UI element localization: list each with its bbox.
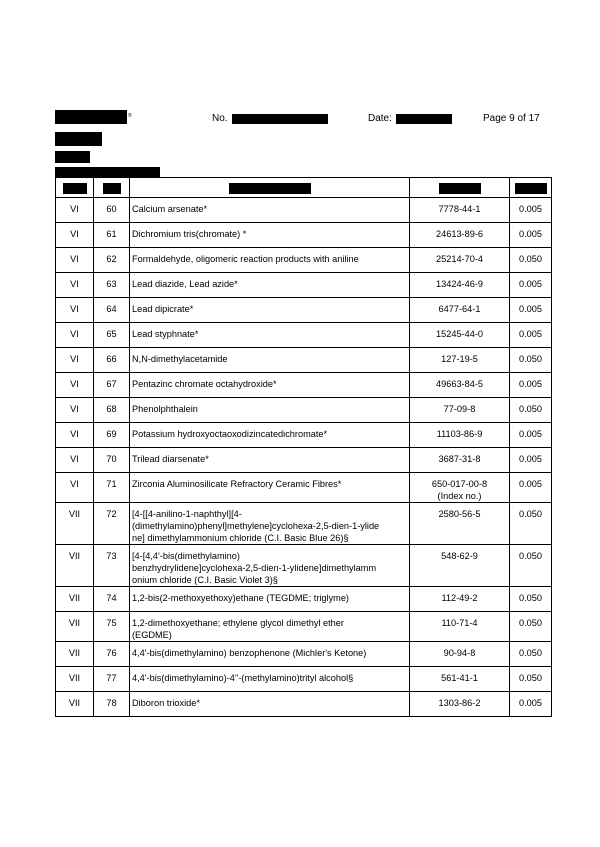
item-number-cell: 71: [94, 473, 130, 503]
item-number-cell: 63: [94, 273, 130, 298]
batch-cell: VII: [56, 612, 94, 642]
batch-cell: VI: [56, 448, 94, 473]
item-number-cell: 70: [94, 448, 130, 473]
table-row: [56, 692, 552, 717]
date-label: Date:: [368, 113, 392, 124]
cas-number-cell: 110-71-4: [410, 612, 510, 642]
cas-number-cell: 25214-70-4: [410, 248, 510, 273]
cas-number-cell: 127-19-5: [410, 348, 510, 373]
cas-number-cell: 112-49-2: [410, 587, 510, 612]
item-number-cell: 75: [94, 612, 130, 642]
limit-cell: 0.005: [510, 223, 552, 248]
batch-cell: VI: [56, 423, 94, 448]
item-number-cell: 69: [94, 423, 130, 448]
table-row: [56, 448, 552, 473]
cas-number-cell: 11103-86-9: [410, 423, 510, 448]
test-report-logo: ®: [55, 108, 133, 180]
substance-name-cell: 4,4'-bis(dimethylamino)-4''-(methylamino)trityl alcohol§: [130, 667, 410, 692]
batch-cell: VII: [56, 503, 94, 545]
limit-cell: 0.005: [510, 323, 552, 348]
table-row: [56, 612, 552, 642]
limit-cell: 0.050: [510, 587, 552, 612]
limit-cell: 0.050: [510, 642, 552, 667]
substance-name-cell: Lead dipicrate*: [130, 298, 410, 323]
cas-number-cell: 90-94-8: [410, 642, 510, 667]
report-header: [55, 105, 550, 180]
table-row: [56, 398, 552, 423]
item-number-cell: 73: [94, 545, 130, 587]
limit-cell: 0.005: [510, 423, 552, 448]
cas-number-cell: 7778-44-1: [410, 198, 510, 223]
table-row: [56, 298, 552, 323]
batch-cell: VI: [56, 323, 94, 348]
table-row: [56, 223, 552, 248]
item-number-cell: 60: [94, 198, 130, 223]
batch-cell: VII: [56, 667, 94, 692]
header-batch-redacted: [56, 178, 94, 198]
limit-cell: 0.050: [510, 545, 552, 587]
item-number-cell: 74: [94, 587, 130, 612]
substance-name-cell: 4,4'-bis(dimethylamino) benzophenone (Michler's Ketone): [130, 642, 410, 667]
limit-cell: 0.050: [510, 248, 552, 273]
date-redaction: [396, 114, 452, 124]
batch-cell: VI: [56, 273, 94, 298]
cas-number-cell: 3687-31-8: [410, 448, 510, 473]
header-cas-redacted: [410, 178, 510, 198]
table-row: [56, 473, 552, 503]
limit-cell: 0.050: [510, 503, 552, 545]
batch-cell: VI: [56, 248, 94, 273]
item-number-cell: 77: [94, 667, 130, 692]
limit-cell: 0.050: [510, 348, 552, 373]
report-number-redaction: [232, 114, 328, 124]
table-row: [56, 248, 552, 273]
header-limit-redacted: [510, 178, 552, 198]
page-indicator: Page 9 of 17: [483, 113, 540, 124]
substance-name-cell: Lead diazide, Lead azide*: [130, 273, 410, 298]
item-number-cell: 64: [94, 298, 130, 323]
batch-cell: VII: [56, 692, 94, 717]
table-row: [56, 587, 552, 612]
limit-cell: 0.050: [510, 612, 552, 642]
item-number-cell: 65: [94, 323, 130, 348]
substance-name-cell: Calcium arsenate*: [130, 198, 410, 223]
table-row: [56, 373, 552, 398]
cas-number-cell: 548-62-9: [410, 545, 510, 587]
table-row: [56, 642, 552, 667]
report-number-label: No.: [212, 113, 228, 124]
table-row: [56, 198, 552, 223]
batch-cell: VI: [56, 398, 94, 423]
table-row: [56, 423, 552, 448]
cas-number-cell: 650-017-00-8 (Index no.): [410, 473, 510, 503]
substance-name-cell: [4-[4,4'-bis(dimethylamino) benzhydrylidene]cyclohexa-2,5-dien-1-ylidene]dimethylamm onium chloride (C.I. Basic Violet 3)§: [130, 545, 410, 587]
substance-name-cell: Potassium hydroxyoctaoxodizincatedichromate*: [130, 423, 410, 448]
substance-name-cell: Pentazinc chromate octahydroxide*: [130, 373, 410, 398]
limit-cell: 0.005: [510, 448, 552, 473]
substance-name-cell: 1,2-bis(2-methoxyethoxy)ethane (TEGDME; triglyme): [130, 587, 410, 612]
limit-cell: 0.005: [510, 473, 552, 503]
table-row: [56, 503, 552, 545]
substance-table: [55, 177, 552, 717]
limit-cell: 0.050: [510, 667, 552, 692]
item-number-cell: 72: [94, 503, 130, 545]
substance-name-cell: N,N-dimethylacetamide: [130, 348, 410, 373]
batch-cell: VI: [56, 473, 94, 503]
limit-cell: 0.005: [510, 273, 552, 298]
batch-cell: VI: [56, 223, 94, 248]
limit-cell: 0.005: [510, 198, 552, 223]
substance-name-cell: Zirconia Aluminosilicate Refractory Ceramic Fibres*: [130, 473, 410, 503]
batch-cell: VII: [56, 642, 94, 667]
limit-cell: 0.005: [510, 692, 552, 717]
cas-number-cell: 1303-86-2: [410, 692, 510, 717]
batch-cell: VI: [56, 198, 94, 223]
batch-cell: VII: [56, 587, 94, 612]
batch-cell: VI: [56, 373, 94, 398]
item-number-cell: 68: [94, 398, 130, 423]
table-row: [56, 545, 552, 587]
limit-cell: 0.005: [510, 298, 552, 323]
batch-cell: VI: [56, 298, 94, 323]
substance-name-cell: Lead styphnate*: [130, 323, 410, 348]
cas-number-cell: 561-41-1: [410, 667, 510, 692]
substance-name-cell: Trilead diarsenate*: [130, 448, 410, 473]
cas-number-cell: 24613-89-6: [410, 223, 510, 248]
table-row: [56, 273, 552, 298]
substance-name-cell: Dichromium tris(chromate) *: [130, 223, 410, 248]
item-number-cell: 61: [94, 223, 130, 248]
substance-name-cell: [4-[[4-anilino-1-naphthyl][4- (dimethylamino)phenyl]methylene]cyclohexa-2,5-dien-1-ylide ne] dimethylammonium chloride (C.I. Basic Blue 26)§: [130, 503, 410, 545]
substance-name-cell: 1,2-dimethoxyethane; ethylene glycol dimethyl ether (EGDME): [130, 612, 410, 642]
cas-number-cell: 6477-64-1: [410, 298, 510, 323]
cas-number-cell: 2580-56-5: [410, 503, 510, 545]
item-number-cell: 67: [94, 373, 130, 398]
cas-number-cell: 77-09-8: [410, 398, 510, 423]
item-number-cell: 66: [94, 348, 130, 373]
item-number-cell: 78: [94, 692, 130, 717]
header-substance-redacted: [130, 178, 410, 198]
table-body: [56, 198, 552, 717]
cas-number-cell: 15245-44-0: [410, 323, 510, 348]
cas-number-cell: 13424-46-9: [410, 273, 510, 298]
item-number-cell: 76: [94, 642, 130, 667]
item-number-cell: 62: [94, 248, 130, 273]
batch-cell: VII: [56, 545, 94, 587]
limit-cell: 0.050: [510, 398, 552, 423]
table-row: [56, 667, 552, 692]
substance-name-cell: Diboron trioxide*: [130, 692, 410, 717]
table-header-row: [56, 178, 552, 198]
table-row: [56, 348, 552, 373]
header-no-redacted: [94, 178, 130, 198]
cas-number-cell: 49663-84-5: [410, 373, 510, 398]
table-row: [56, 323, 552, 348]
substance-name-cell: Phenolphthalein: [130, 398, 410, 423]
batch-cell: VI: [56, 348, 94, 373]
substance-name-cell: Formaldehyde, oligomeric reaction products with aniline: [130, 248, 410, 273]
limit-cell: 0.005: [510, 373, 552, 398]
